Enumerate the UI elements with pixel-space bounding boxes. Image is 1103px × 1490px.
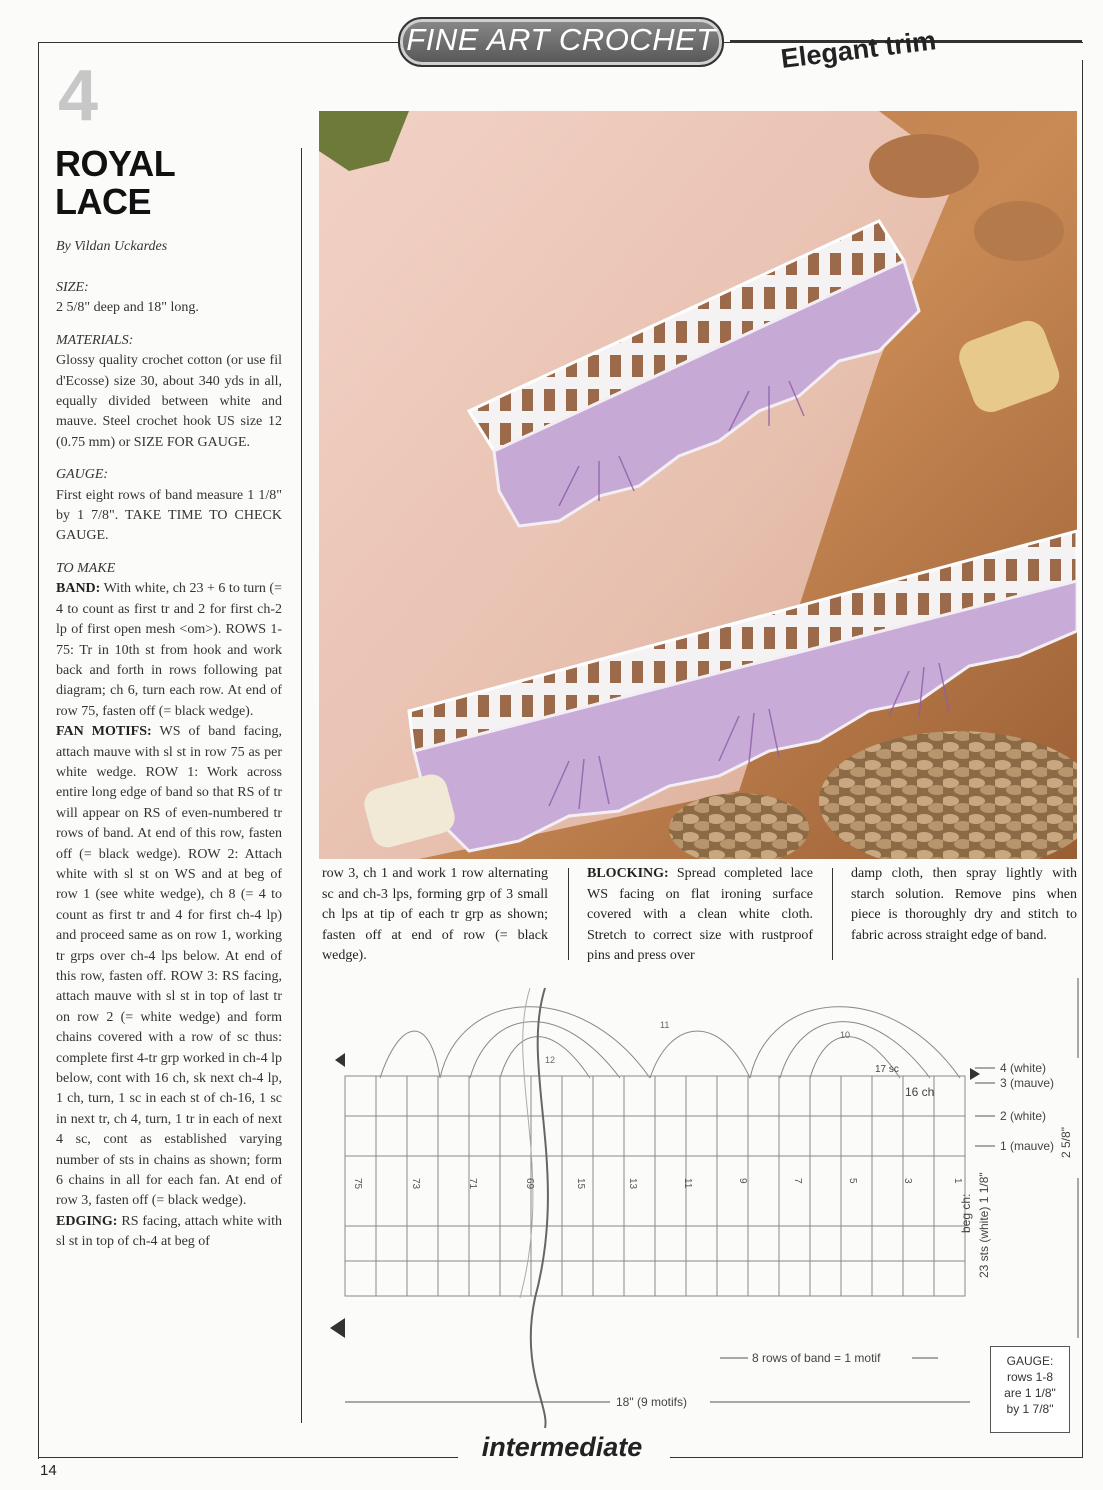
gauge-box — [990, 1346, 1070, 1433]
row-number: 3 — [902, 1178, 913, 1184]
ch-label: 16 ch — [905, 1085, 935, 1099]
byline: By Vildan Uckardes — [56, 239, 168, 254]
size-text: 2 5/8" deep and 18" long. — [56, 300, 199, 316]
row-number: 73 — [410, 1178, 421, 1190]
row-number: 11 — [682, 1178, 693, 1189]
fan-text: WS of band facing, attach mauve with sl st in row 75 as per white wedge. ROW 1: Work across entire long edge of band so that RS of tr will appear on RS of even-numbered tr rows of band. At end of this row, fasten off (= black wedge). ROW 2: Attach white with sl st on WS and at beg of row 1 (see white wedge), ch 8 (= 4 to count as first tr and 4 for first ch-4 lp) and proceed same as on row 1, working tr grps over ch-4 lps below. At end of this row, fasten off. ROW 3: RS facing, attach mauve with sl st in top of last tr on row 2 (= white wedge) and form chains covered with a row of sc thus: complete first 4-tr grp worked in ch-4 lp below, cont with 16 ch, sk next ch-4 lp, 1 ch, turn, 1 sc in each st of ch-16, 1 sc in next tr, ch 4, turn, 1 tr in each of next 4 sc, cont as established varying number of sts in chains as shown; form 6 chains in all for each fan. At end of row 3, fasten off (= black wedge). — [56, 724, 283, 1209]
band-label: BAND: — [56, 581, 101, 597]
blocking-label: BLOCKING: — [587, 866, 669, 881]
gauge-box-line-4: by 1 7/8" — [1006, 1402, 1054, 1416]
row-number: 15 — [575, 1178, 586, 1190]
column-divider-2 — [568, 868, 569, 960]
row-label-3: 3 (mauve) — [1000, 1076, 1055, 1090]
row-number: 7 — [792, 1178, 803, 1184]
column-divider — [301, 148, 302, 1423]
row-number: 1 — [952, 1178, 963, 1184]
footer-rule-left — [38, 1457, 458, 1458]
sc-label: 17 sc — [875, 1064, 899, 1075]
tomake-heading: TO MAKE — [56, 560, 116, 576]
fan-number-11: 11 — [660, 1020, 670, 1030]
section-tag: Elegant trim — [779, 25, 938, 75]
title-line-2: LACE — [55, 181, 151, 222]
length-label: 18" (9 motifs) — [616, 1395, 687, 1409]
instructions-column — [56, 278, 282, 1253]
row-label-4: 4 (white) — [1000, 1061, 1047, 1075]
gauge-box-line-1: GAUGE: — [1006, 1354, 1054, 1368]
column-divider-3 — [832, 868, 833, 960]
band-text: With white, ch 23 + 6 to turn (= 4 to count as first tr and 2 for first ch-2 lp of first open mesh <om>). ROWS 1-75: Tr in 10th st from hook and work back and forth in rows following pat diagram; ch 6, turn each row. At end of row 75, fasten off (= black wedge). — [56, 581, 282, 719]
fan-number-10: 10 — [840, 1030, 851, 1040]
crochet-chart — [320, 968, 1082, 1428]
edging-text: RS facing, attach white with sl st in top of ch-4 at beg of — [56, 1213, 282, 1250]
materials-heading: MATERIALS: — [56, 332, 134, 348]
row-number: 9 — [737, 1178, 748, 1184]
gauge-heading: GAUGE: — [56, 467, 109, 483]
fan-label: FAN MOTIFS: — [56, 724, 152, 740]
row-label-2: 2 (white) — [1000, 1109, 1047, 1123]
page-number: 14 — [40, 1462, 57, 1479]
title-line-1: ROYAL — [55, 143, 176, 184]
materials-text: Glossy quality crochet cotton (or use fil d'Ecosse) size 30, about 340 yds in all, equally divided between white and mauve. Steel crochet hook US size 12 (0.75 mm) or SIZE FOR GAUGE. — [56, 353, 282, 450]
footer-rule-right — [670, 1457, 1082, 1458]
gauge-box-line-2: rows 1-8 — [1006, 1370, 1053, 1384]
product-photo — [319, 111, 1077, 859]
row-number: 5 — [847, 1178, 858, 1184]
motif-label: 8 rows of band = 1 motif — [752, 1351, 881, 1365]
page-frame-right — [1082, 60, 1083, 1458]
pattern-title — [55, 145, 175, 221]
skill-level: intermediate — [481, 1432, 643, 1462]
fan-number-12: 12 — [545, 1055, 556, 1065]
row-number: 75 — [352, 1178, 363, 1190]
gauge-text: First eight rows of band measure 1 1/8" by 1 7/8". TAKE TIME TO CHECK GAUGE. — [56, 487, 282, 544]
blocking-column — [587, 864, 813, 967]
edging-label: EDGING: — [56, 1213, 118, 1229]
gauge-box-line-3: are 1 1/8" — [1004, 1386, 1056, 1400]
beg-ch-label: beg ch: — [959, 1193, 973, 1233]
blocking-continued: damp cloth, then spray lightly with starch solution. Remove pins when piece is thoroughly dry and stitch to fabric across straight edge of band. — [851, 866, 1077, 943]
row-label-1: 1 (mauve) — [1000, 1139, 1055, 1153]
size-heading: SIZE: — [56, 280, 89, 295]
pattern-number: 4 — [58, 56, 99, 136]
row-number: 69 — [524, 1178, 535, 1190]
edging-continued: row 3, ch 1 and work 1 row alternating sc and ch-3 lps, forming grp of 3 small ch lps at tip of each tr grp as shown; fasten off at end of row (= black wedge). — [322, 866, 548, 964]
row-number: 13 — [627, 1178, 638, 1190]
blocking-text: Spread completed lace WS facing on flat ironing surface covered with a clean white cloth. Stretch to correct size with rustproof pins and press over — [587, 866, 814, 964]
depth-label: 2 5/8" — [1059, 1127, 1073, 1158]
sts-label: 23 sts (white) 1 1/8" — [977, 1172, 991, 1278]
lace-trim-photo — [319, 111, 1077, 859]
row-number: 71 — [467, 1178, 478, 1190]
magazine-title: FINE ART CROCHET — [406, 22, 716, 57]
chart-svg — [320, 968, 1082, 1428]
